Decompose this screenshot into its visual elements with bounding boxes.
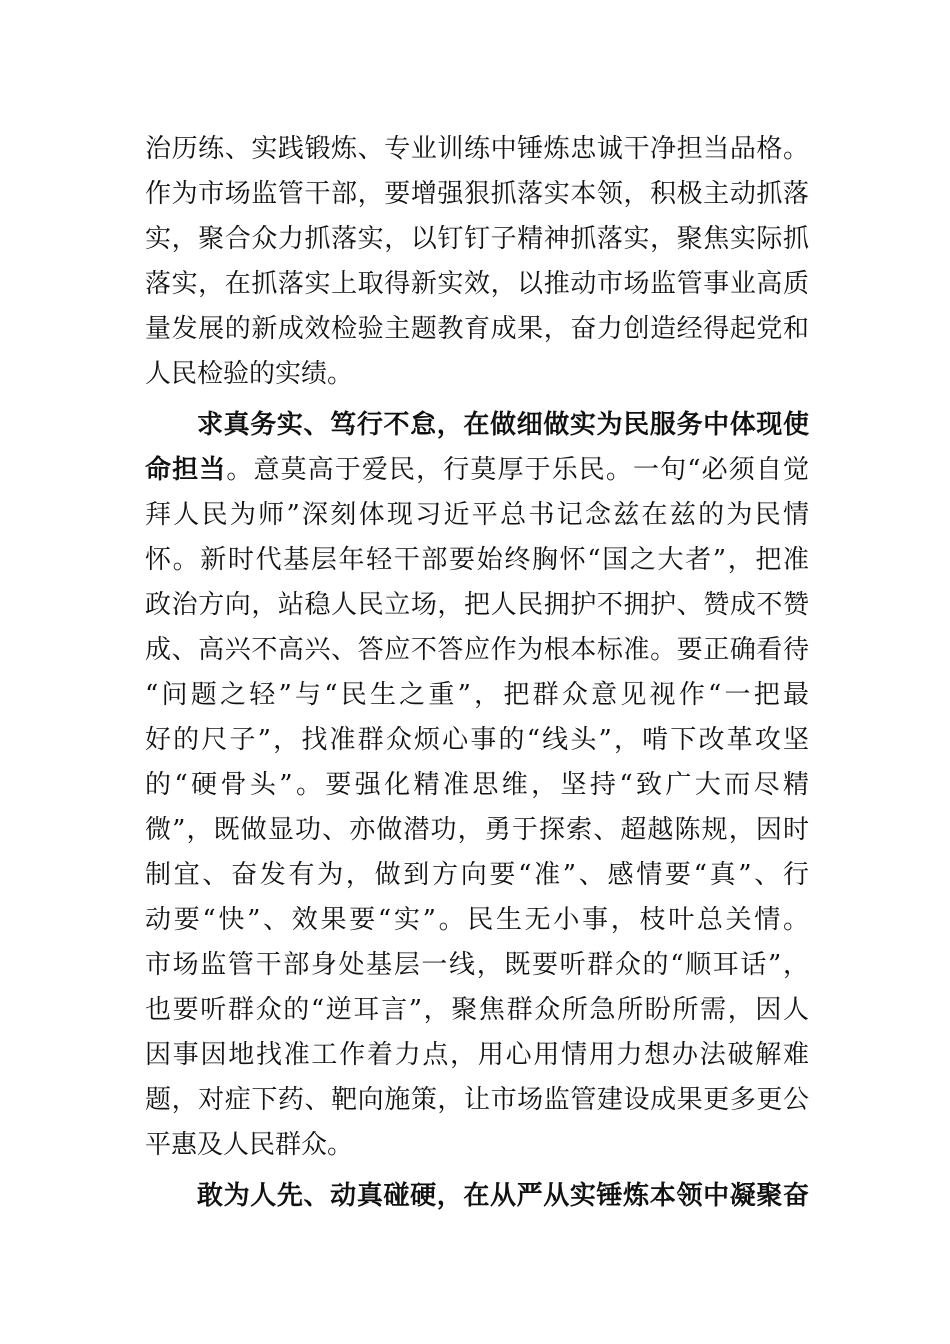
paragraph-3 [145, 1174, 809, 1219]
text-line: 拜人民为师”深刻体现习近平总书记念兹在兹的为民情 [145, 500, 809, 530]
text-line: 好的尺子”，找准群众烦心事的“线头”，啃下改革攻坚 [145, 725, 809, 755]
text-line: 成、高兴不高兴、答应不答应作为根本标准。要正确看待 [145, 635, 809, 665]
text-fragment: 。意莫高于爱民，行莫厚于乐民。一句“必须自觉 [226, 455, 809, 485]
text-line: 实，聚合众力抓落实，以钉钉子精神抓落实，聚焦实际抓 [145, 224, 809, 254]
text-line: 作为市场监管干部，要增强狠抓落实本领，积极主动抓落 [145, 179, 809, 209]
text-line: 题，对症下药、靶向施策，让市场监管建设成果更多更公 [145, 1085, 809, 1115]
section-heading-end: 命担当 [145, 455, 227, 485]
text-line: “问题之轻”与“民生之重”，把群众意见视作“一把最 [145, 680, 809, 710]
paragraph-2 [145, 403, 809, 1168]
document-page [145, 127, 809, 1219]
text-line: 微”，既做显功、亦做潜功，勇于探索、超越陈规，因时 [145, 815, 809, 845]
section-heading: 求真务实、笃行不怠，在做细做实为民服务中体现使 [197, 410, 809, 440]
text-line: 怀。新时代基层年轻干部要始终胸怀“国之大者”，把准 [145, 545, 809, 575]
text-line: 治历练、实践锻炼、专业训练中锤炼忠诚干净担当品格。 [145, 134, 809, 164]
section-heading: 敢为人先、动真碰硬，在从严从实锤炼本领中凝聚奋 [197, 1181, 809, 1211]
text-line: 平惠及人民群众。 [145, 1130, 354, 1160]
text-line: 动要“快”、效果要“实”。民生无小事，枝叶总关情。 [145, 905, 809, 935]
text-line [145, 448, 809, 493]
text-line: 的“硬骨头”。要强化精准思维，坚持“致广大而尽精 [145, 770, 809, 800]
text-line: 人民检验的实绩。 [145, 359, 354, 389]
text-line: 也要听群众的“逆耳言”，聚焦群众所急所盼所需，因人 [145, 995, 809, 1025]
paragraph-1 [145, 127, 809, 397]
text-line: 量发展的新成效检验主题教育成果，奋力创造经得起党和 [145, 314, 809, 344]
text-line: 制宜、奋发有为，做到方向要“准”、感情要“真”、行 [145, 860, 809, 890]
text-line: 因事因地找准工作着力点，用心用情用力想办法破解难 [145, 1040, 809, 1070]
text-line: 市场监管干部身处基层一线，既要听群众的“顺耳话”， [145, 950, 809, 980]
text-line: 政治方向，站稳人民立场，把人民拥护不拥护、赞成不赞 [145, 590, 809, 620]
text-line: 落实，在抓落实上取得新实效，以推动市场监管事业高质 [145, 269, 809, 299]
